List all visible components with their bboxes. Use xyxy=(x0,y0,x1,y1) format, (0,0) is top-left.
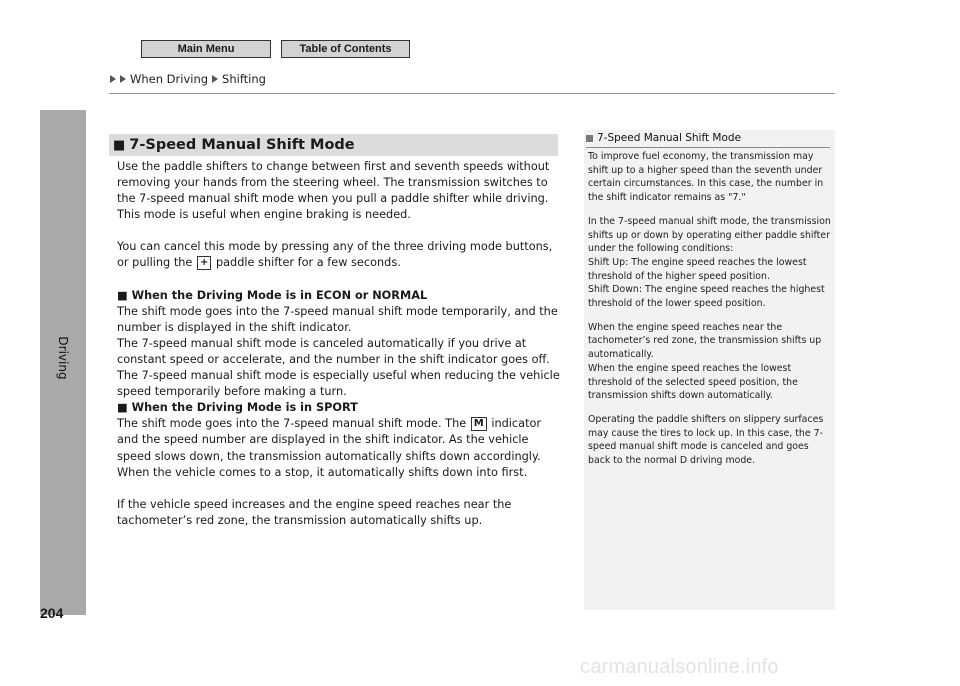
section-marker-icon: ■ xyxy=(113,137,126,153)
breadcrumb-arrow-icon xyxy=(110,75,116,83)
subheading-sport: ■ When the Driving Mode is in SPORT xyxy=(117,401,358,415)
sidebar-paragraph-3a: When the engine speed reaches near the tachometer’s red zone, the transmission shifts up automatically. xyxy=(588,321,822,361)
breadcrumb-level2[interactable]: Shifting xyxy=(222,72,266,86)
breadcrumb xyxy=(110,72,266,86)
intro-paragraph: Use the paddle shifters to change between first and seventh speeds without removing your hands from the steering wheel. The transmission switches to the 7-speed manual shift mode when you pull a paddle shifter while driving. This mode is useful when engine braking is needed. xyxy=(117,160,550,222)
section-title: 7-Speed Manual Shift Mode xyxy=(129,137,355,153)
breadcrumb-level1[interactable]: When Driving xyxy=(130,72,209,86)
chapter-side-tab-label: Driving xyxy=(56,336,70,380)
sidebar-divider xyxy=(586,147,830,148)
table-of-contents-button[interactable]: Table of Contents xyxy=(281,40,410,58)
sidebar-paragraph-1: To improve fuel economy, the transmission may shift up to a higher speed than the seventh under certain circumstances. In this case, the number in the shift indicator remains as "7." xyxy=(588,151,824,204)
sidebar-shift-down: Shift Down: The engine speed reaches the highest threshold of the lower speed position. xyxy=(588,284,825,310)
subheading-econ-normal: ■ When the Driving Mode is in ECON or NORMAL xyxy=(117,288,428,302)
sidebar-paragraph-3b: When the engine speed reaches the lowest threshold of the selected speed position, the transmission shifts down automatically. xyxy=(588,362,798,402)
watermark: carmanualsonline.info xyxy=(580,656,779,678)
main-content xyxy=(117,159,565,529)
plus-paddle-icon: + xyxy=(197,256,211,270)
sidebar-shift-up: Shift Up: The engine speed reaches the lowest threshold of the higher speed position. xyxy=(588,256,807,282)
econ-paragraph-2: The 7-speed manual shift mode is canceled automatically if you drive at constant speed or accelerate, and the number in the shift indicator goes off. xyxy=(117,336,550,366)
sport-paragraph: The shift mode goes into the 7-speed manual shift mode. The M indicator and the speed number are displayed in the shift indicator. As the vehicle speed slows down, the transmission automatically shifts down accordingly. When the vehicle comes to a stop, it automatically shifts down into first. xyxy=(117,417,542,479)
main-menu-button[interactable]: Main Menu xyxy=(141,40,271,58)
econ-paragraph-3: The 7-speed manual shift mode is especially useful when reducing the vehicle speed temporarily before making a turn. xyxy=(117,369,560,399)
header-divider xyxy=(109,93,835,94)
sidebar-body xyxy=(588,150,833,468)
sidebar-paragraph-4: Operating the paddle shifters on slippery surfaces may cause the tires to lock up. In this case, the 7-speed manual shift mode is canceled and goes back to the normal D driving mode. xyxy=(588,413,824,467)
cancel-paragraph: You can cancel this mode by pressing any of the three driving mode buttons, or pulling the + paddle shifter for a few seconds. xyxy=(117,240,553,270)
note-marker-icon xyxy=(586,135,593,142)
m-indicator-icon: M xyxy=(471,417,487,431)
final-paragraph: If the vehicle speed increases and the engine speed reaches near the tachometer’s red zone, the transmission automatically shifts up. xyxy=(117,497,512,527)
section-heading xyxy=(109,134,558,156)
page-number: 204 xyxy=(40,605,64,621)
sidebar-paragraph-2-intro: In the 7-speed manual shift mode, the transmission shifts up or down by operating either paddle shifter under the following conditions: xyxy=(588,215,831,255)
sidebar-title: 7-Speed Manual Shift Mode xyxy=(586,132,830,144)
econ-paragraph-1: The shift mode goes into the 7-speed manual shift mode temporarily, and the number is displayed in the shift indicator. xyxy=(117,304,558,334)
breadcrumb-arrow-icon xyxy=(120,75,126,83)
breadcrumb-arrow-icon xyxy=(212,75,218,83)
